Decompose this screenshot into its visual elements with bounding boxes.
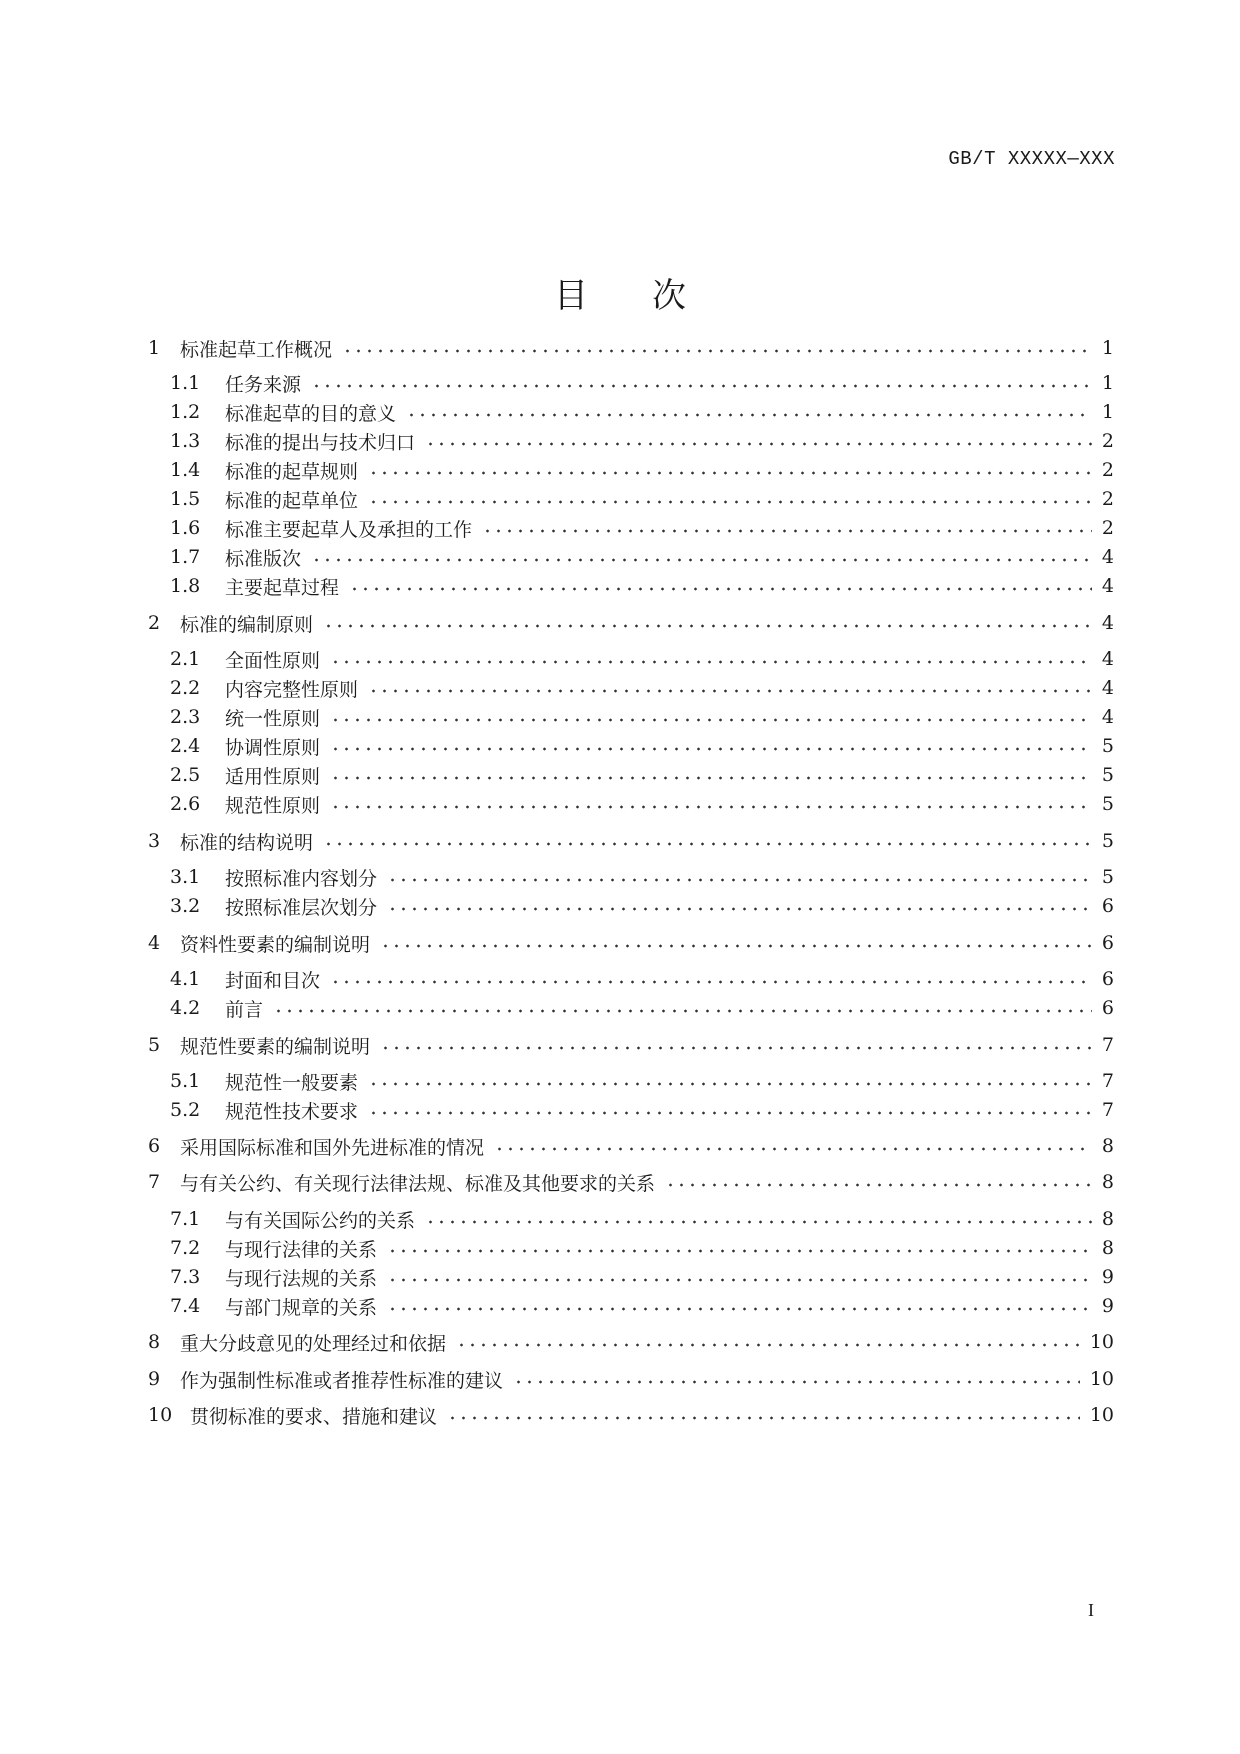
toc-entry-title: 封面和目次 (225, 969, 321, 992)
toc-leader-dots (425, 1220, 1092, 1224)
toc-entry[interactable] (170, 542, 1114, 572)
toc-entry-title: 重大分歧意见的处理经过和依据 (180, 1332, 447, 1355)
toc-entry-page: 4 (1101, 706, 1114, 728)
toc-entry-page: 5 (1101, 735, 1114, 757)
page-title (0, 268, 1240, 317)
toc-entry-number: 2.4 (170, 735, 201, 757)
title-char-2: 次 (652, 276, 686, 316)
toc-entry-title: 全面性原则 (225, 649, 321, 672)
toc-entry-number: 1.2 (170, 401, 201, 423)
toc-leader-dots (330, 660, 1092, 664)
toc-entry-title: 与有关国际公约的关系 (225, 1209, 416, 1232)
toc-leader-dots (368, 471, 1092, 475)
toc-entry-page: 10 (1089, 1368, 1114, 1390)
toc-entry-title: 规范性要素的编制说明 (180, 1035, 371, 1058)
toc-entry-page: 1 (1101, 401, 1114, 423)
toc-leader-dots (342, 349, 1092, 353)
toc-leader-dots (368, 1082, 1092, 1086)
toc-entry[interactable] (170, 484, 1114, 514)
toc-entry-title: 标准的结构说明 (180, 831, 314, 854)
toc-entry-page: 5 (1101, 764, 1114, 786)
toc-entry-title: 主要起草过程 (225, 576, 340, 599)
toc-entry-page: 9 (1101, 1266, 1114, 1288)
toc-entry-number: 1.6 (170, 517, 201, 539)
toc-entry-page: 8 (1101, 1171, 1114, 1193)
toc-entry-number: 1.7 (170, 546, 201, 568)
toc-entry[interactable] (170, 673, 1114, 703)
toc-entry[interactable] (170, 1233, 1114, 1263)
toc-entry-page: 6 (1101, 968, 1114, 990)
toc-entry-number: 2.1 (170, 648, 201, 670)
toc-leader-dots (494, 1147, 1092, 1151)
standard-code: GB/T XXXXX—XXX (948, 148, 1115, 170)
toc-entry-number: 1.8 (170, 575, 201, 597)
toc-entry-title: 标准起草的目的意义 (225, 402, 397, 425)
toc-entry[interactable] (170, 644, 1114, 674)
toc-entry[interactable] (170, 1204, 1114, 1234)
title-char-1: 目 (554, 276, 588, 316)
toc-entry[interactable] (170, 513, 1114, 543)
toc-entry[interactable] (170, 862, 1114, 892)
toc-entry-number: 1.4 (170, 459, 201, 481)
toc-entry-page: 5 (1101, 866, 1114, 888)
toc-leader-dots (330, 980, 1092, 984)
toc-entry-title: 任务来源 (225, 373, 302, 396)
toc-entry-number: 10 (148, 1404, 173, 1426)
toc-entry[interactable] (148, 333, 1114, 363)
toc-entry[interactable] (170, 426, 1114, 456)
toc-entry-title: 与有关公约、有关现行法律法规、标准及其他要求的关系 (180, 1172, 656, 1195)
toc-entry-number: 7 (148, 1171, 161, 1193)
toc-entry-number: 2.3 (170, 706, 201, 728)
toc-entry-number: 1.5 (170, 488, 201, 510)
toc-entry[interactable] (148, 826, 1114, 856)
toc-entry-title: 标准起草工作概况 (180, 338, 333, 361)
toc-leader-dots (323, 624, 1092, 628)
toc-entry-page: 1 (1101, 372, 1114, 394)
toc-entry-title: 标准的编制原则 (180, 613, 314, 636)
toc-entry-number: 3.1 (170, 866, 201, 888)
toc-entry-page: 5 (1101, 830, 1114, 852)
toc-entry-page: 4 (1101, 575, 1114, 597)
toc-leader-dots (330, 718, 1092, 722)
toc-entry-page: 8 (1101, 1237, 1114, 1259)
toc-entry[interactable] (170, 1262, 1114, 1292)
toc-leader-dots (456, 1343, 1080, 1347)
toc-entry-number: 4.2 (170, 997, 201, 1019)
toc-entry[interactable] (170, 993, 1114, 1023)
toc-entry-page: 2 (1101, 430, 1114, 452)
toc-entry-number: 7.2 (170, 1237, 201, 1259)
toc-leader-dots (482, 529, 1092, 533)
toc-entry-number: 7.3 (170, 1266, 201, 1288)
toc-entry-number: 4 (148, 932, 161, 954)
toc-entry-page: 5 (1101, 793, 1114, 815)
toc-entry-title: 贯彻标准的要求、措施和建议 (190, 1405, 438, 1428)
toc-entry-page: 2 (1101, 517, 1114, 539)
toc-entry[interactable] (170, 397, 1114, 427)
toc-leader-dots (273, 1009, 1092, 1013)
toc-entry-page: 1 (1101, 337, 1114, 359)
toc-entry-title: 规范性原则 (225, 794, 321, 817)
toc-entry[interactable] (170, 571, 1114, 601)
toc-entry[interactable] (170, 964, 1114, 994)
toc-entry-number: 7.4 (170, 1295, 201, 1317)
toc-entry-title: 标准主要起草人及承担的工作 (225, 518, 473, 541)
toc-entry-number: 8 (148, 1331, 161, 1353)
toc-entry[interactable] (170, 702, 1114, 732)
toc-leader-dots (380, 1046, 1092, 1050)
toc-leader-dots (311, 384, 1092, 388)
toc-entry[interactable] (170, 760, 1114, 790)
toc-entry-title: 采用国际标准和国外先进标准的情况 (180, 1136, 485, 1159)
toc-entry[interactable] (148, 608, 1114, 638)
toc-entry[interactable] (170, 731, 1114, 761)
toc-entry-page: 2 (1101, 488, 1114, 510)
toc-entry-title: 标准的提出与技术归口 (225, 431, 416, 454)
toc-entry-number: 2.2 (170, 677, 201, 699)
toc-entry-page: 10 (1089, 1404, 1114, 1426)
toc-leader-dots (387, 1249, 1092, 1253)
toc-entry[interactable] (148, 928, 1114, 958)
toc-entry-page: 7 (1101, 1034, 1114, 1056)
toc-entry-title: 标准的起草单位 (225, 489, 359, 512)
toc-leader-dots (330, 747, 1092, 751)
toc-entry-title: 规范性一般要素 (225, 1071, 359, 1094)
footer-page-number: I (1088, 1600, 1094, 1620)
toc-entry-page: 8 (1101, 1208, 1114, 1230)
toc-entry[interactable] (148, 1131, 1114, 1161)
toc-entry-number: 5.1 (170, 1070, 201, 1092)
toc-leader-dots (368, 689, 1092, 693)
toc-entry-title: 协调性原则 (225, 736, 321, 759)
toc-entry[interactable] (170, 455, 1114, 485)
toc-entry[interactable] (148, 1030, 1114, 1060)
toc-entry-number: 5.2 (170, 1099, 201, 1121)
toc-leader-dots (447, 1416, 1080, 1420)
toc-entry[interactable] (170, 1095, 1114, 1125)
toc-leader-dots (387, 1278, 1092, 1282)
toc-entry-number: 3.2 (170, 895, 201, 917)
toc-leader-dots (387, 907, 1092, 911)
toc-entry[interactable] (148, 1364, 1114, 1394)
toc-entry-title: 按照标准层次划分 (225, 896, 378, 919)
toc-leader-dots (349, 587, 1092, 591)
toc-entry-page: 6 (1101, 932, 1114, 954)
toc-entry-number: 1.3 (170, 430, 201, 452)
toc-entry[interactable] (170, 1066, 1114, 1096)
toc-entry-title: 标准的起草规则 (225, 460, 359, 483)
toc-entry-title: 适用性原则 (225, 765, 321, 788)
toc-entry-page: 9 (1101, 1295, 1114, 1317)
toc-entry[interactable] (170, 1291, 1114, 1321)
toc-entry-number: 2.6 (170, 793, 201, 815)
toc-entry-title: 与现行法规的关系 (225, 1267, 378, 1290)
toc-leader-dots (513, 1380, 1080, 1384)
toc-entry[interactable] (148, 1327, 1114, 1357)
toc-entry-title: 内容完整性原则 (225, 678, 359, 701)
toc-entry-number: 7.1 (170, 1208, 201, 1230)
toc-entry-title: 统一性原则 (225, 707, 321, 730)
toc-entry-page: 2 (1101, 459, 1114, 481)
toc-entry-page: 10 (1089, 1331, 1114, 1353)
toc-entry-title: 资料性要素的编制说明 (180, 933, 371, 956)
toc-entry-number: 2.5 (170, 764, 201, 786)
toc-entry-title: 标准版次 (225, 547, 302, 570)
toc-entry-number: 1.1 (170, 372, 201, 394)
toc-leader-dots (330, 776, 1092, 780)
toc-entry-number: 6 (148, 1135, 161, 1157)
toc-leader-dots (368, 1111, 1092, 1115)
toc-entry-page: 6 (1101, 997, 1114, 1019)
toc-entry[interactable] (170, 891, 1114, 921)
toc-leader-dots (323, 842, 1092, 846)
toc-entry-title: 规范性技术要求 (225, 1100, 359, 1123)
toc-entry-title: 作为强制性标准或者推荐性标准的建议 (180, 1369, 504, 1392)
toc-entry-page: 6 (1101, 895, 1114, 917)
toc-entry-number: 4.1 (170, 968, 201, 990)
toc-entry[interactable] (170, 789, 1114, 819)
toc-entry-number: 2 (148, 612, 161, 634)
toc-entry-page: 4 (1101, 677, 1114, 699)
toc-entry[interactable] (170, 368, 1114, 398)
toc-leader-dots (387, 1307, 1092, 1311)
toc-entry-page: 8 (1101, 1135, 1114, 1157)
toc-leader-dots (406, 413, 1092, 417)
toc-entry-page: 4 (1101, 648, 1114, 670)
toc-leader-dots (665, 1183, 1092, 1187)
toc-entry[interactable] (148, 1400, 1114, 1430)
toc-entry-title: 按照标准内容划分 (225, 867, 378, 890)
toc-entry-number: 5 (148, 1034, 161, 1056)
toc-entry-title: 与现行法律的关系 (225, 1238, 378, 1261)
toc-entry-number: 3 (148, 830, 161, 852)
toc-entry-number: 1 (148, 337, 161, 359)
toc-leader-dots (380, 944, 1092, 948)
toc-entry-title: 前言 (225, 998, 264, 1021)
toc-entry-page: 7 (1101, 1099, 1114, 1121)
toc-leader-dots (387, 878, 1092, 882)
toc-leader-dots (311, 558, 1092, 562)
toc-entry-page: 7 (1101, 1070, 1114, 1092)
toc-leader-dots (368, 500, 1092, 504)
toc-entry-page: 4 (1101, 612, 1114, 634)
toc-leader-dots (330, 805, 1092, 809)
toc-leader-dots (425, 442, 1092, 446)
toc-entry-page: 4 (1101, 546, 1114, 568)
toc-entry-title: 与部门规章的关系 (225, 1296, 378, 1319)
toc-entry-number: 9 (148, 1368, 161, 1390)
toc-entry[interactable] (148, 1167, 1114, 1197)
